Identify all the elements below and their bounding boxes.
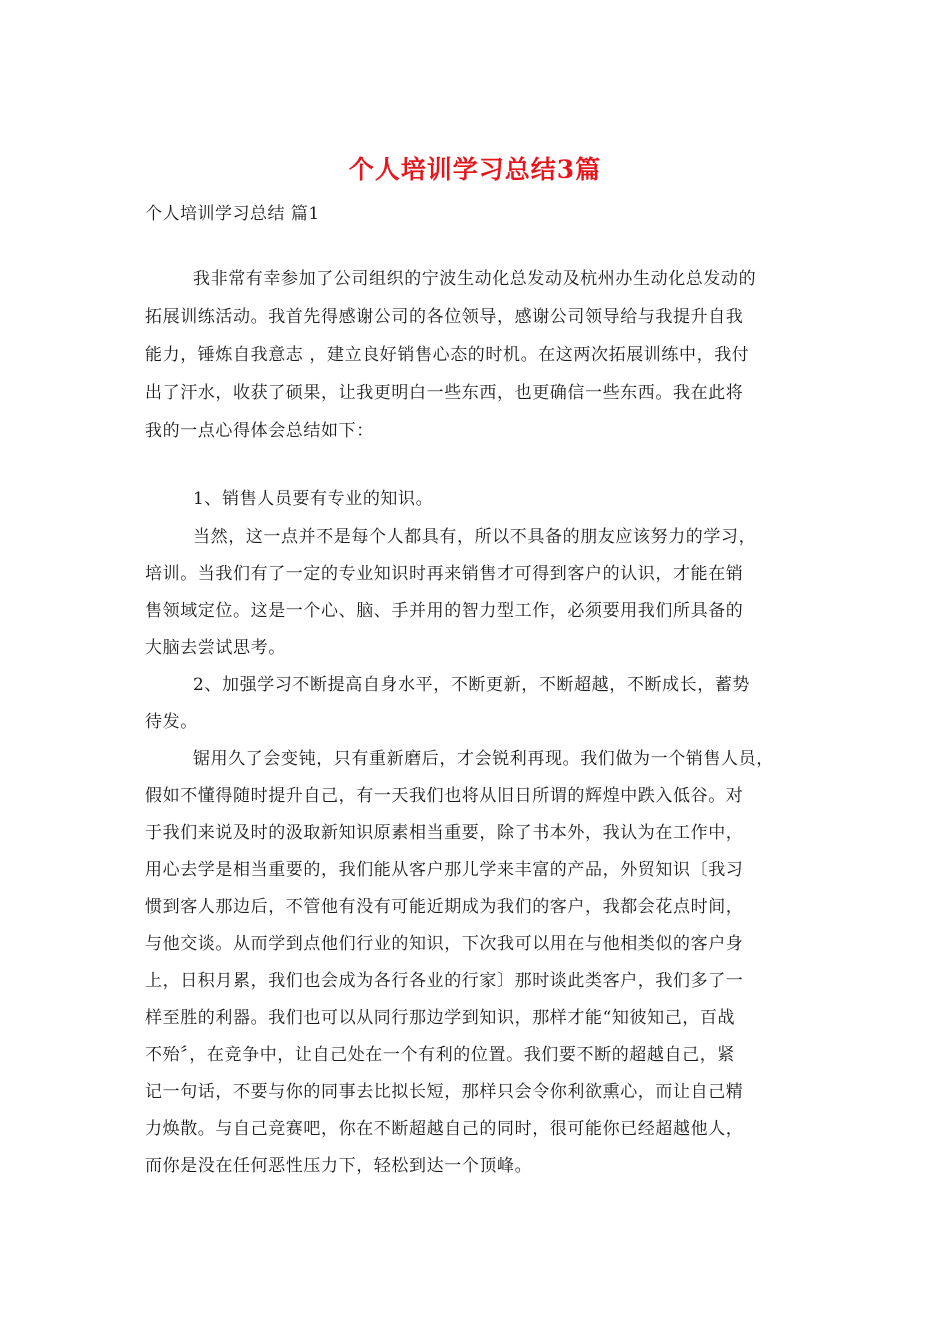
list-heading: 1、销售人员要有专业的知识。 [193, 489, 434, 509]
section-heading: 个人培训学习总结 篇1 [145, 204, 320, 224]
paragraph-line: 假如不懂得随时提升自己，有一天我们也将从旧日所谓的辉煌中跌入低谷。对 [145, 786, 744, 806]
paragraph-line: 出了汗水，收获了硕果，让我更明白一些东西，也更确信一些东西。我在此将 [145, 383, 744, 403]
paragraph-line: 与他交谈。从而学到点他们行业的知识，下次我可以用在与他相类似的客户身 [145, 934, 744, 954]
paragraph-line: 大脑去尝试思考。 [145, 638, 286, 658]
paragraph-line: 不殆〞，在竞争中，让自己处在一个有利的位置。我们要不断的超越自己，紧 [145, 1045, 735, 1065]
paragraph-line: 我的一点心得体会总结如下： [145, 421, 374, 441]
paragraph-line: 记一句话，不要与你的同事去比拟长短，那样只会令你利欲熏心，而让自己精 [145, 1082, 744, 1102]
paragraph-line: 我非常有幸参加了公司组织的宁波生动化总发动及杭州办生动化总发动的 [193, 269, 757, 289]
paragraph-line: 样至胜的利器。我们也可以从同行那边学到知识，那样才能“知彼知己，百战 [145, 1008, 736, 1028]
paragraph-line: 于我们来说及时的汲取新知识原素相当重要，除了书本外，我认为在工作中， [145, 823, 744, 843]
paragraph-line: 培训。当我们有了一定的专业知识时再来销售才可得到客户的认识，才能在销 [145, 564, 744, 584]
paragraph-line: 锯用久了会变钝，只有重新磨后，才会锐利再现。我们做为一个销售人员， [193, 749, 774, 769]
paragraph-line: 售领域定位。这是一个心、脑、手并用的智力型工作，必须要用我们所具备的 [145, 601, 744, 621]
paragraph-line: 力焕散。与自己竞赛吧，你在不断超越自己的同时，很可能你已经超越他人， [145, 1119, 744, 1139]
document-title: 个人培训学习总结3篇 [348, 155, 602, 184]
paragraph-line: 当然，这一点并不是每个人都具有，所以不具备的朋友应该努力的学习， [193, 527, 757, 547]
paragraph-line: 用心去学是相当重要的，我们能从客户那儿学来丰富的产品，外贸知识〔我习 [145, 860, 744, 880]
list-heading: 2、加强学习不断提高自身水平，不断更新，不断超越，不断成长，蓄势 [193, 675, 751, 695]
paragraph-line: 上，日积月累，我们也会成为各行各业的行家〕那时谈此类客户，我们多了一 [145, 971, 744, 991]
paragraph-line: 能力，锤炼自我意志 ，建立良好销售心态的时机。在这两次拓展训练中，我付 [145, 345, 750, 365]
paragraph-line: 拓展训练活动。我首先得感谢公司的各位领导，感谢公司领导给与我提升自我 [145, 307, 744, 327]
list-heading: 待发。 [145, 712, 198, 732]
paragraph-line: 惯到客人那边后，不管他有没有可能近期成为我们的客户，我都会花点时间， [145, 897, 744, 917]
paragraph-line: 而你是没在任何恶性压力下，轻松到达一个顶峰。 [145, 1156, 533, 1176]
